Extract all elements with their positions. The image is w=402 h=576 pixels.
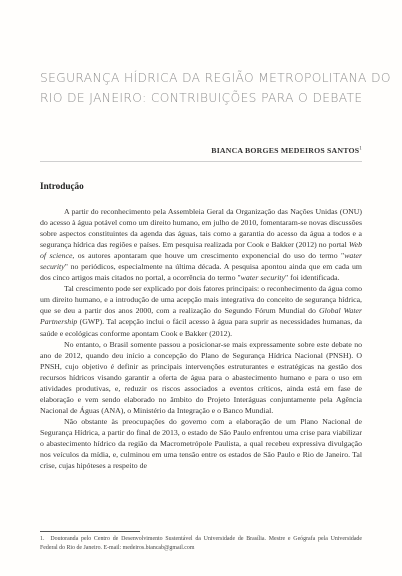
body-paragraph (40, 206, 362, 283)
italic-term: Global Water Partnership (40, 306, 362, 327)
author-name: BIANCA BORGES MEDEIROS SANTOS (211, 146, 360, 155)
paragraph-text: No entanto, o Brasil somente passou a posicionar-se mais expressamente sobre este debate no ano de 2012, quando deu início a concepção do Plano de Segurança Hídrica Nacional (PNSH). O PNSH, cujo objetivo é definir as principais intervenções estruturantes e estratégicas na gestão dos recursos hídricos visando garantir a oferta de água para o abastecimento humano e para o uso em atividades produtivas, e, reduzir os riscos associados a eventos críticos, ainda está em fase de elaboração e vem sendo elaborado no âmbito do Projeto Interáguas conjuntamente pela Agência Nacional de Águas (ANA), o Ministério da Integração e o Banco Mundial. (40, 339, 362, 415)
paragraph-text: " no periódicos, especialmente na última década. A pesquisa apontou ainda que em cada um dos cinco artigos mais citados no portal, a ocorrência do termo " (40, 262, 362, 283)
italic-term: water security (40, 251, 362, 272)
author-divider (40, 161, 362, 162)
paragraph-text: (GWP). Tal acepção inclui o fácil acesso à água para suprir as necessidades humanas, da saúde e ecológicas conforme apontam Cook e Bakker (2012). (40, 317, 362, 338)
body-text (40, 206, 362, 471)
paragraph-text: , os autores apontaram que houve um crescimento exponencial do uso do termo " (72, 251, 345, 261)
author-footnote-marker: 1 (359, 146, 362, 152)
section-heading: Introdução (40, 181, 84, 191)
paragraph-text: Tal crescimento pode ser explicado por dois fatores principais: o reconhecimento da água como um direito humano, e a introdução de uma acepção mais integrativa do conceito de segurança hídrica, que se deu a partir dos anos 2000, com a realização do Segundo Fórum Mundial do (40, 284, 363, 316)
title-line-1: SEGURANÇA HÍDRICA DA REGIÃO METROPOLITANA DO (40, 71, 391, 85)
paragraph-text: A partir do reconhecimento pela Assembleia Geral da Organização das Nações Unidas (ONU) do acesso à água potável como um direito humano, em julho de 2010, fomentaram-se novas discussões sobre aspectos constituintes da agenda das águas, tais como a garantia do acesso da água a todos e a segurança hídrica das regiões e países. Em pesquisa realizada por Cook e Bakker (2012) no portal (40, 207, 362, 250)
paragraph-text: " foi identificada. (285, 273, 340, 283)
article-title (40, 68, 391, 108)
author-line (40, 146, 362, 155)
footnote-number: 1. (40, 536, 45, 542)
footnote-text: Doutoranda pelo Centro de Desenvolvimento Sustentável da Universidade de Brasília. Mestre e Geógrafa pela Universidade Federal do Rio de Janeiro. E-mail: medeiros.biancab@gmail.com (40, 536, 362, 551)
body-paragraph (40, 416, 362, 471)
paragraph-text: Não obstante às preocupações do governo com a elaboração de um Plano Nacional de Segurança Hídrica, a partir do final de 2013, o estado de São Paulo enfrentou uma crise para viabilizar o abastecimento hídrico da região da Macrometrópole Paulista, a qual recebeu expressiva divulgação nos veículos da mídia, e, culminou em uma tensão entre os estados de São Paulo e Rio de Janeiro. Tal crise, cujas hipóteses a respeito de (40, 416, 362, 471)
footnote-divider (40, 531, 140, 532)
body-paragraph (40, 283, 362, 338)
footnote (40, 535, 362, 552)
body-paragraph (40, 339, 362, 416)
title-line-2: RIO DE JANEIRO: CONTRIBUIÇÕES PARA O DEBATE (40, 91, 363, 105)
italic-term: water security (240, 273, 286, 283)
italic-term: Web of science (40, 240, 362, 261)
